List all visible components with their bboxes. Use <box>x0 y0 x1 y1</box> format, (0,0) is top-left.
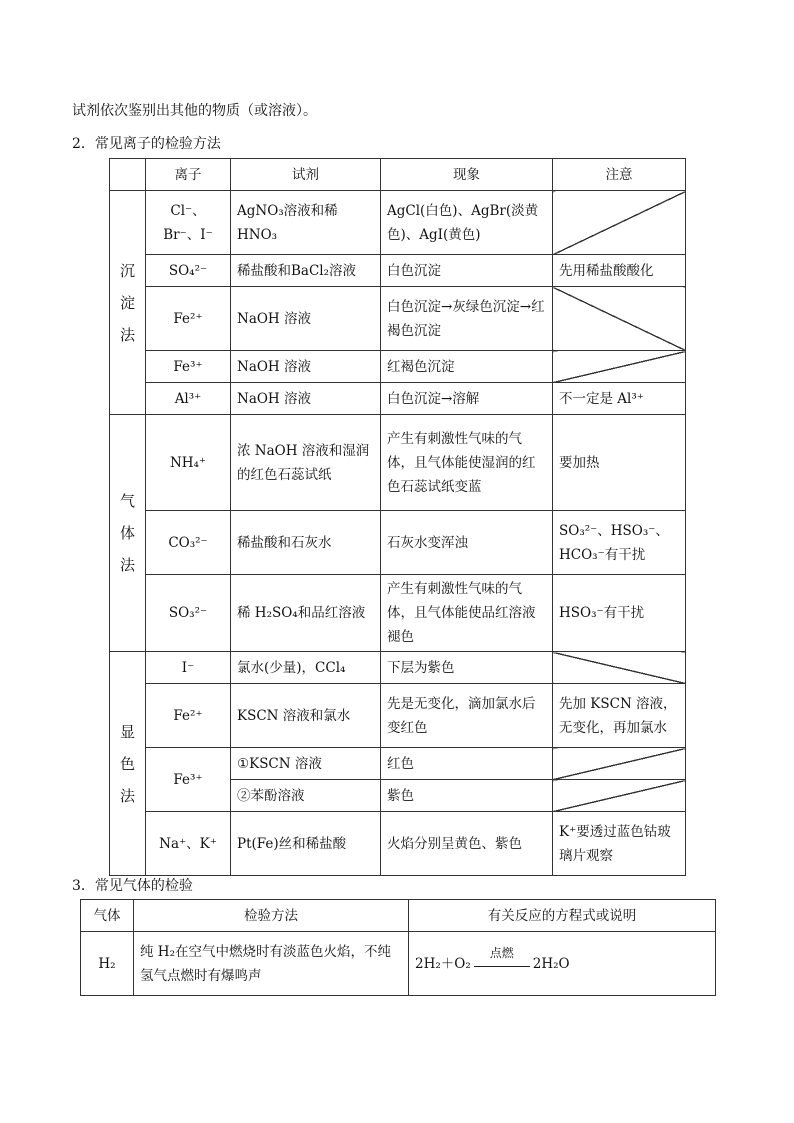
table-row <box>110 191 686 255</box>
reagent-cell: ②苯酚溶液 <box>231 780 381 812</box>
reagent-cell: KSCN 溶液和氯水 <box>231 684 381 748</box>
phenomenon-cell: AgCl(白色)、AgBr(淡黄色)、AgI(黄色) <box>381 191 553 255</box>
header-reagent: 试剂 <box>231 159 381 191</box>
note-cell: HSO₃⁻有干扰 <box>553 575 686 652</box>
table-row <box>110 287 686 351</box>
note-cell-empty <box>553 652 686 684</box>
equation-right: 2H₂O <box>532 955 570 972</box>
ion-cell: Cl⁻、Br⁻、I⁻ <box>146 191 231 255</box>
phenomenon-cell: 白色沉淀 <box>381 255 553 287</box>
ion-cell: Na⁺、K⁺ <box>146 812 231 876</box>
phenomenon-cell: 产生有刺激性气味的气体，且气体能使品红溶液褪色 <box>381 575 553 652</box>
header-test-method: 检验方法 <box>134 900 409 932</box>
phenomenon-cell: 白色沉淀→灰绿色沉淀→红褐色沉淀 <box>381 287 553 351</box>
table-row <box>110 748 686 780</box>
equation-cell <box>409 932 716 996</box>
reagent-cell: 稀 H₂SO₄和品红溶液 <box>231 575 381 652</box>
note-cell: 先加 KSCN 溶液，无变化，再加氯水 <box>553 684 686 748</box>
header-equation: 有关反应的方程式或说明 <box>409 900 716 932</box>
phenomenon-cell: 火焰分别呈黄色、紫色 <box>381 812 553 876</box>
phenomenon-cell: 红色 <box>381 748 553 780</box>
reagent-cell: NaOH 溶液 <box>231 287 381 351</box>
table-row <box>110 684 686 748</box>
table-row <box>110 383 686 415</box>
reagent-cell: AgNO₃溶液和稀HNO₃ <box>231 191 381 255</box>
section-3-title: 3．常见气体的检验 <box>72 878 193 894</box>
note-cell: SO₃²⁻、HSO₃⁻、HCO₃⁻有干扰 <box>553 511 686 575</box>
table-row <box>110 812 686 876</box>
reagent-cell: NaOH 溶液 <box>231 383 381 415</box>
ion-cell: Al³⁺ <box>146 383 231 415</box>
header-ion: 离子 <box>146 159 231 191</box>
method-precipitation: 沉 淀 法 <box>110 191 146 415</box>
phenomenon-cell: 紫色 <box>381 780 553 812</box>
note-cell: K⁺要透过蓝色钴玻璃片观察 <box>553 812 686 876</box>
gas-cell: H₂ <box>81 932 134 996</box>
header-blank <box>110 159 146 191</box>
table-row <box>81 932 716 996</box>
ion-cell: NH₄⁺ <box>146 415 231 511</box>
ion-cell: Fe²⁺ <box>146 684 231 748</box>
method-gas: 气 体 法 <box>110 415 146 652</box>
header-note: 注意 <box>553 159 686 191</box>
table-row <box>110 351 686 383</box>
header-phenomenon: 现象 <box>381 159 553 191</box>
table-row <box>110 511 686 575</box>
reagent-cell: ①KSCN 溶液 <box>231 748 381 780</box>
note-cell: 要加热 <box>553 415 686 511</box>
ion-cell: Fe²⁺ <box>146 287 231 351</box>
ion-test-table <box>109 158 686 876</box>
note-cell: 不一定是 Al³⁺ <box>553 383 686 415</box>
intro-text: 试剂依次鉴别出其他的物质（或溶液）。 <box>72 103 317 119</box>
ion-cell: SO₃²⁻ <box>146 575 231 652</box>
ion-cell: SO₄²⁻ <box>146 255 231 287</box>
test-method-cell: 纯 H₂在空气中燃烧时有淡蓝色火焰，不纯氢气点燃时有爆鸣声 <box>134 932 409 996</box>
phenomenon-cell: 白色沉淀→溶解 <box>381 383 553 415</box>
phenomenon-cell: 下层为紫色 <box>381 652 553 684</box>
note-cell: 先用稀盐酸酸化 <box>553 255 686 287</box>
note-cell-empty <box>553 351 686 383</box>
table-row <box>110 415 686 511</box>
reaction-condition: 点燃 <box>489 946 514 960</box>
section-2-title: 2．常见离子的检验方法 <box>72 136 221 152</box>
note-cell-empty <box>553 780 686 812</box>
reagent-cell: 稀盐酸和石灰水 <box>231 511 381 575</box>
reagent-cell: Pt(Fe)丝和稀盐酸 <box>231 812 381 876</box>
ion-cell: I⁻ <box>146 652 231 684</box>
phenomenon-cell: 红褐色沉淀 <box>381 351 553 383</box>
note-cell-empty <box>553 191 686 255</box>
method-color: 显 色 法 <box>110 652 146 876</box>
reagent-cell: 稀盐酸和BaCl₂溶液 <box>231 255 381 287</box>
reagent-cell: 浓 NaOH 溶液和湿润的红色石蕊试纸 <box>231 415 381 511</box>
reagent-cell: NaOH 溶液 <box>231 351 381 383</box>
table-row <box>110 652 686 684</box>
phenomenon-cell: 产生有刺激性气味的气体，且气体能使湿润的红色石蕊试纸变蓝 <box>381 415 553 511</box>
note-cell-empty <box>553 748 686 780</box>
table-row <box>110 255 686 287</box>
header-gas: 气体 <box>81 900 134 932</box>
table-row <box>110 575 686 652</box>
ion-cell: Fe³⁺ <box>146 351 231 383</box>
phenomenon-cell: 先是无变化，滴加氯水后变红色 <box>381 684 553 748</box>
ion-cell: Fe³⁺ <box>146 748 231 812</box>
equation-left: 2H₂＋O₂ <box>415 955 471 972</box>
gas-test-table <box>80 899 716 996</box>
reagent-cell: 氯水(少量)，CCl₄ <box>231 652 381 684</box>
phenomenon-cell: 石灰水变浑浊 <box>381 511 553 575</box>
reaction-arrow <box>474 946 530 974</box>
ion-cell: CO₃²⁻ <box>146 511 231 575</box>
note-cell-empty <box>553 287 686 351</box>
